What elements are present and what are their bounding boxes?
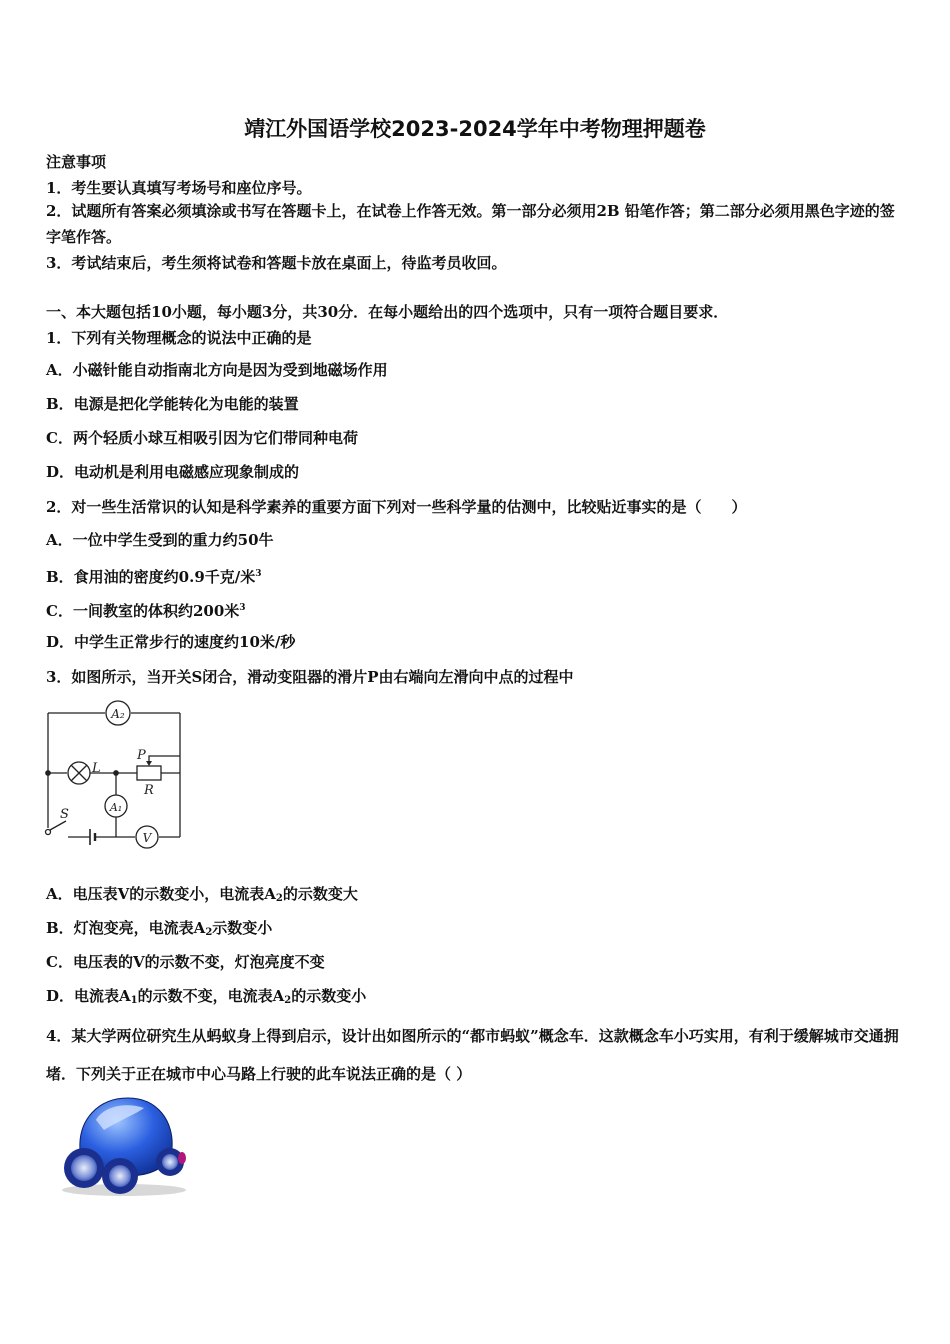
notice-heading: 注意事项 [46, 153, 107, 171]
q1-stem: 1．下列有关物理概念的说法中正确的是 [46, 329, 312, 347]
q2-option-c-text: C．一间教室的体积约200米 [46, 602, 240, 620]
notice-item-3: 3．考试结束后，考生须将试卷和答题卡放在桌面上，待监考员收回。 [46, 254, 507, 272]
circuit-diagram [40, 700, 190, 852]
q2-option-b-text: B．食用油的密度约0.9千克/米 [46, 568, 256, 586]
wheel-hub-rear [162, 1154, 178, 1170]
q3-option-c: C．电压表的V的示数不变，灯泡亮度不变 [46, 953, 325, 971]
switch-lever [50, 821, 66, 830]
q2-option-a: A．一位中学生受到的重力约50牛 [46, 531, 274, 549]
wheel-hub-front-left [71, 1155, 97, 1181]
q3-a-post: 的示数变大 [282, 885, 358, 903]
slider-arrow [146, 761, 152, 766]
q3-option-b [46, 918, 272, 943]
q3-d-sub: 1 [130, 995, 138, 1006]
q1-option-b: B．电源是把化学能转化为电能的装置 [46, 395, 299, 413]
q3-option-a [46, 884, 358, 909]
q2-option-c [46, 598, 246, 621]
q2-option-b [46, 564, 262, 587]
q3-b-sub: 2 [205, 927, 213, 938]
switch-contact [46, 830, 51, 835]
q3-b-pre: B．灯泡变亮，电流表A [46, 919, 206, 937]
q4-stem: 4．某大学两位研究生从蚂蚁身上得到启示，设计出如图所示的“都市蚂蚁”概念车．这款概念车小巧实用，有利于缓解城市交通拥堵．下列关于正在城市中心马路上行驶的此车说法正确的是（ ） [46, 1027, 899, 1083]
q2-option-d: D．中学生正常步行的速度约10米/秒 [46, 633, 296, 651]
voltmeter-label: V [142, 831, 152, 845]
wheel-hub-front-right [109, 1165, 131, 1187]
lamp-label: L [92, 761, 101, 776]
rheostat-slider [149, 756, 180, 764]
notice-item-1: 1．考生要认真填写考场号和座位序号。 [46, 179, 312, 197]
section-heading: 一、本大题包括10小题，每小题3分，共30分．在每小题给出的四个选项中，只有一项符合题目要求． [46, 303, 729, 321]
rheostat-symbol [137, 766, 161, 780]
q2-option-c-sup: 3 [239, 603, 246, 613]
q3-option-d [46, 986, 366, 1011]
ammeter-a1-label: A₁ [109, 801, 123, 814]
q1-option-c: C．两个轻质小球互相吸引因为它们带同种电荷 [46, 429, 358, 447]
q2-stem: 2．对一些生活常识的认知是科学素养的重要方面下列对一些科学量的估测中，比较贴近事实的是（ ） [46, 498, 747, 516]
q3-a-sub: 2 [275, 893, 283, 904]
q1-option-d: D．电动机是利用电磁感应现象制成的 [46, 463, 300, 481]
slider-label: P [137, 748, 146, 763]
q3-stem: 3．如图所示，当开关S闭合，滑动变阻器的滑片P由右端向左滑向中点的过程中 [46, 668, 574, 686]
concept-car-image [50, 1090, 195, 1202]
q3-d-post: 的示数变小 [291, 987, 367, 1005]
q3-d-sub2: 2 [284, 995, 292, 1006]
q3-b-post: 示数变小 [212, 919, 273, 937]
notice-item-2: 2．试题所有答案必须填涂或书写在答题卡上，在试卷上作答无效。第一部分必须用2B 铅笔作答；第二部分必须用黑色字迹的签字笔作答。 [46, 202, 895, 246]
q1-option-a: A．小磁针能自动指南北方向是因为受到地磁场作用 [46, 361, 388, 379]
rheostat-label: R [144, 783, 154, 798]
q3-d-pre: D．电流表A [46, 987, 131, 1005]
car-tail-light [178, 1152, 186, 1164]
q2-option-b-sup: 3 [255, 569, 262, 579]
switch-label: S [60, 807, 69, 822]
ammeter-a2-label: A₂ [111, 707, 125, 721]
page-title: 靖江外国语学校2023-2024学年中考物理押题卷 [244, 117, 706, 141]
q3-a-pre: A．电压表V的示数变小，电流表A [46, 885, 276, 903]
q3-d-mid: 的示数不变，电流表A [137, 987, 285, 1005]
